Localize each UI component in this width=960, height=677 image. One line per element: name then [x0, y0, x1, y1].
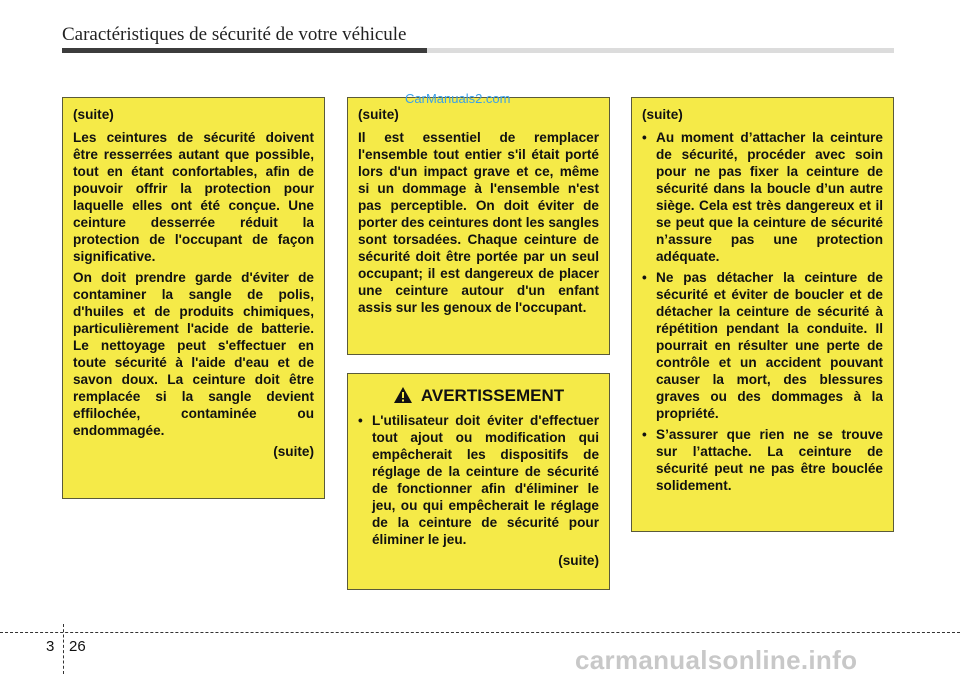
caution-box-left	[62, 97, 325, 499]
warning-title: AVERTISSEMENT	[420, 385, 565, 405]
suite-label: (suite)	[358, 107, 399, 122]
paragraph-belt-tightness: Les ceintures de sécurité doivent être resserrées autant que possible, tout en étant confortables, afin de pouvoir offrir la protection pour laquelle elles ont été conçue. Une ceinture desserrée réduit la protection de l'occupant de façon significative.	[73, 130, 314, 264]
footer-page-divider	[63, 624, 64, 674]
list-item: • S’assurer que rien ne se trouve sur l’attache. La ceinture de sécurité peut ne pas être bouclée solidement.	[642, 427, 883, 493]
caution-box-right	[631, 97, 894, 532]
warning-triangle-icon	[393, 386, 413, 404]
page-header-title: Caractéristiques de sécurité de votre véhicule	[62, 24, 407, 45]
suite-label: (suite)	[642, 107, 683, 122]
list-item: • L'utilisateur doit éviter d'effectuer tout ajout ou modification qui empêcherait les dispositifs de réglage de la ceinture de sécurité de fonctionner afin d'éliminer le jeu, ou qui empêcherait le réglage de la ceinture de sécurité pour éliminer le jeu.	[358, 413, 599, 547]
footer-watermark: carmanualsonline.info	[575, 645, 858, 675]
list-item: • Au moment d’attacher la ceinture de sécurité, procéder avec soin pour ne pas fixer la ceinture de sécurité dans la boucle d’un autre siège. Cela est très dangereux et il se peut que la ceinture de sécurité n’assure pas une protection adéquate.	[642, 130, 883, 264]
footer-divider	[0, 632, 960, 633]
page-number: 26	[69, 638, 86, 655]
bullet: •	[642, 130, 647, 145]
suite-continued-label: (suite)	[558, 553, 599, 568]
caution-box-middle	[347, 97, 610, 355]
watermark-link[interactable]: CarManuals2.com	[405, 91, 511, 106]
list-item: • Ne pas détacher la ceinture de sécurité et éviter de boucler et de détacher la ceinture de sécurité à répétition pendant la conduite. Il pourrait en résulter une perte de contrôle et un accident pouvant causer la mort, des blessures graves ou des dommages à la propriété.	[642, 270, 883, 421]
header-rule-accent	[62, 48, 427, 53]
chapter-number: 3	[46, 638, 55, 655]
paragraph-belt-replacement: Il est essentiel de remplacer l'ensemble tout entier s'il était porté lors d'un impact grave et ce, même si un dommage à l'ensemble n'est pas perceptible. On doit éviter de porter des ceintures dont les sangles sont torsadées. Chaque ceinture de sécurité doit être portée par un seul occupant; il est dangereux de placer une ceinture autour d'un enfant assis sur les genoux de l'occupant.	[358, 130, 599, 315]
suite-label: (suite)	[73, 107, 114, 122]
paragraph-belt-contamination: On doit prendre garde d'éviter de contaminer la sangle de polis, d'huiles et de produits chimiques, particulièrement l'acide de batterie. Le nettoyage peut s'effectuer en toute sécurité à l'aide d'eau et de savon doux. La ceinture doit être remplacée si la sangle devient effilochée, contaminée ou endommagée.	[73, 270, 314, 438]
caution-list	[642, 129, 883, 494]
bullet: •	[642, 270, 647, 285]
bullet: •	[358, 413, 363, 428]
suite-continued-label: (suite)	[273, 444, 314, 459]
warning-list	[358, 412, 599, 548]
bullet: •	[642, 427, 647, 442]
warning-box	[347, 373, 610, 590]
warning-heading	[358, 386, 599, 404]
